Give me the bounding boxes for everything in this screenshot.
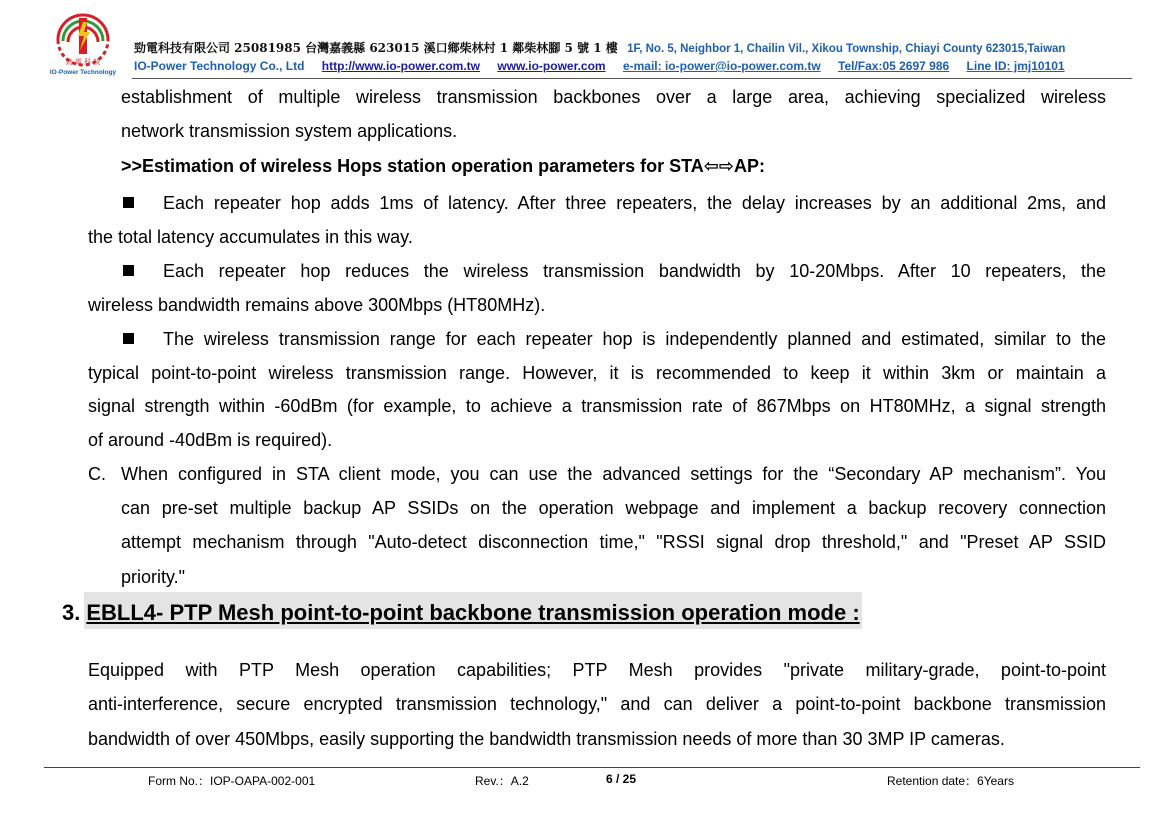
footer-divider [44,767,1140,768]
paragraph-line: priority." [121,567,186,587]
logo-text-en: IO-Power Technology [49,69,117,76]
website-link-2[interactable]: www.io-power.com [497,59,606,73]
header-english-address: 1F, No. 5, Neighbor 1, Chailin Vil., Xikou Township, Chiayi County 623015,Taiwan [627,43,1066,55]
tel-fax: Tel/Fax:05 2697 986 [838,59,950,73]
footer-retention: Retention date：6Years [887,774,1014,788]
bullet-text-line: The wireless transmission range for each repeater hop is independently planned and estimated, similar to the [163,329,1106,349]
bullet-square-icon [123,197,134,208]
section-title: EBLL4- PTP Mesh point-to-point backbone transmission operation mode : [84,592,861,629]
header-contact-line [134,59,1079,73]
paragraph-line: attempt mechanism through "Auto-detect disconnection time," "RSSI signal drop threshold," and "Preset AP SSID [121,532,1106,552]
header-address-line [134,39,1065,56]
paragraph-line: When configured in STA client mode, you can use the advanced settings for the “Secondary AP mechanism”. You [121,464,1106,484]
company-name: IO-Power Technology Co., Ltd [134,59,305,73]
logo-text-zh: 勁 電 科 技 [65,58,101,66]
paragraph-line: can pre-set multiple backup AP SSIDs on the operation webpage and implement a backup recovery connection [121,498,1106,518]
bullet-text-line: signal strength within -60dBm (for example, to achieve a transmission rate of 867Mbps on HT80MHz, a signal strength [88,396,1106,416]
footer-page-number: 6 / 25 [606,772,637,786]
estimation-heading: >>Estimation of wireless Hops station operation parameters for STA⇦⇨AP: [121,156,765,176]
bullet-text-line: Each repeater hop adds 1ms of latency. After three repeaters, the delay increases by an additional 2ms, and [163,193,1106,213]
paragraph-line: anti-interference, secure encrypted transmission technology," and can deliver a point-to-point backbone transmission [88,694,1106,714]
paragraph-line: bandwidth of over 450Mbps, easily supporting the bandwidth transmission needs of more than 30 3MP IP cameras. [88,729,1005,749]
bullet-text-line: wireless bandwidth remains above 300Mbps (HT80MHz). [88,295,546,315]
bullet-text-line: the total latency accumulates in this way. [88,227,413,247]
email-link[interactable]: e-mail: io-power@io-power.com.tw [622,59,821,73]
section-number: 3. [62,600,81,625]
paragraph-line: network transmission system applications. [121,121,458,141]
bullet-square-icon [123,333,134,344]
bullet-text-line: typical point-to-point wireless transmission range. However, it is recommended to keep it within 3km or maintain a [88,363,1106,383]
paragraph-line: establishment of multiple wireless transmission backbones over a large area, achieving specialized wireless [121,87,1106,107]
list-label-c: C. [88,464,106,484]
section-heading [62,600,862,626]
footer-revision: Rev.：A.2 [475,774,529,788]
page-header [0,0,1170,80]
header-chinese-address: 勁電科技有限公司 25081985 台灣嘉義縣 623015 溪口鄉柴林村 1 鄰柴林腳 5 號 1 樓 [134,41,618,55]
line-id: Line ID: jmj10101 [966,59,1065,73]
paragraph-line: Equipped with PTP Mesh operation capabilities; PTP Mesh provides "private military-grade, point-to-point [88,660,1106,680]
footer-form-no: Form No.：IOP-OAPA-002-001 [148,774,316,788]
bullet-text-line: Each repeater hop reduces the wireless transmission bandwidth by 10-20Mbps. After 10 repeaters, the [163,261,1106,281]
website-link-1[interactable]: http://www.io-power.com.tw [321,59,481,73]
header-divider [132,78,1132,79]
bullet-text-line: of around -40dBm is required). [88,430,333,450]
bullet-square-icon [123,265,134,276]
io-power-logo [44,10,122,76]
